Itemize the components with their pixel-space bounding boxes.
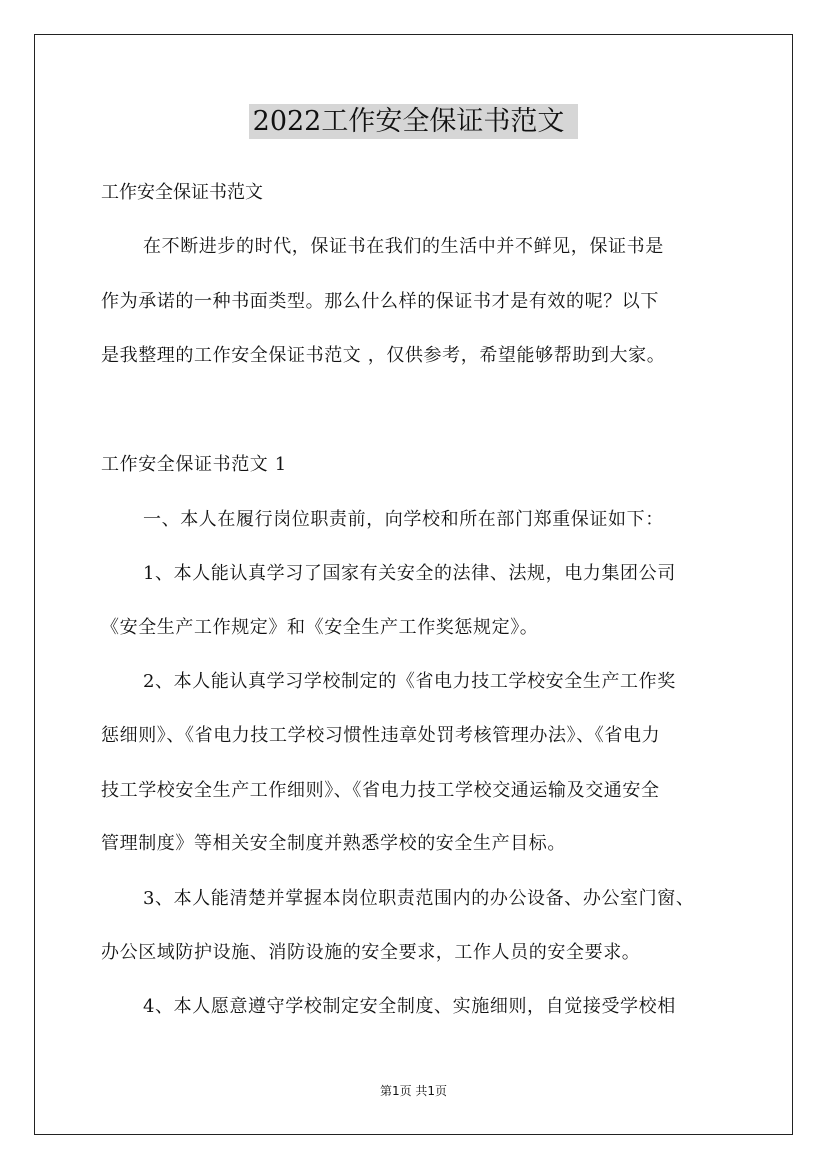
intro-line: 作为承诺的一种书面类型。那么什么样的保证书才是有效的呢？以下 <box>101 291 659 312</box>
page-footer: 第1页 共1页 <box>379 1084 448 1098</box>
body-line: 管理制度》等相关安全制度并熟悉学校的安全生产目标。 <box>101 833 566 854</box>
body-line: 《安全生产工作规定》和《安全生产工作奖惩规定》。 <box>101 617 539 638</box>
section-heading: 工作安全保证书范文 1 <box>101 454 287 475</box>
intro-line: 在不断进步的时代，保证书在我们的生活中并不鲜见，保证书是 <box>143 236 664 257</box>
body-line: 惩细则》、《省电力技工学校习惯性违章处罚考核管理办法》、《省电力 <box>101 725 661 746</box>
document-subtitle: 工作安全保证书范文 <box>101 182 263 203</box>
body-line: 2、本人能认真学习学校制定的《省电力技工学校安全生产工作奖 <box>143 671 676 692</box>
intro-line: 是我整理的工作安全保证书范文 ，仅供参考，希望能够帮助到大家。 <box>101 345 666 366</box>
body-line: 1、本人能认真学习了国家有关安全的法律、法规，电力集团公司 <box>143 563 676 584</box>
body-line: 技工学校安全生产工作细则》、《省电力技工学校交通运输及交通安全 <box>101 780 660 801</box>
document-title <box>0 100 827 144</box>
body-line: 一、本人在履行岗位职责前，向学校和所在部门郑重保证如下： <box>143 509 664 530</box>
body-line: 4、本人愿意遵守学校制定安全制度、实施细则，自觉接受学校相 <box>143 996 676 1017</box>
body-line: 3、本人能清楚并掌握本岗位职责范围内的办公设备、办公室门窗、 <box>143 888 695 909</box>
document-title-text: 2022工作安全保证书范文 <box>249 104 579 139</box>
body-line: 办公区域防护设施、消防设施的安全要求，工作人员的安全要求。 <box>101 942 641 963</box>
